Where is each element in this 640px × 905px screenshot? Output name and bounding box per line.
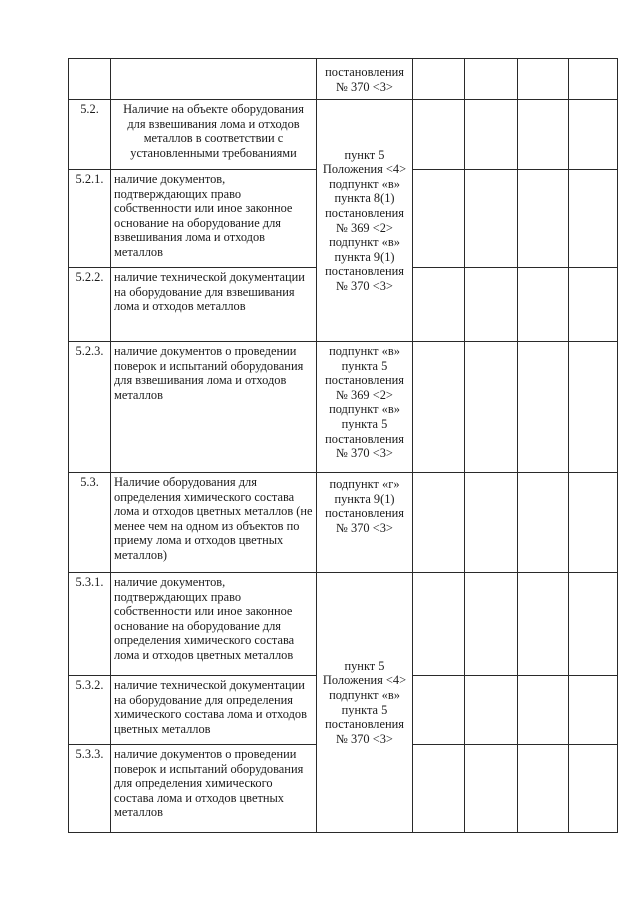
item-number: 5.2. <box>69 100 111 170</box>
answer-cell <box>569 676 618 745</box>
answer-cell <box>413 342 465 473</box>
item-number: 5.3.2. <box>69 676 111 745</box>
answer-cell <box>518 100 569 170</box>
legal-basis: подпункт «в» пункта 5 постановления № 369 <2> подпункт «в» пункта 5 постановления № 370 <3> <box>317 342 413 473</box>
item-description: наличие технической документации на оборудование для взвешивания лома и отходов металлов <box>111 268 317 342</box>
item-number <box>69 59 111 100</box>
answer-cell <box>518 59 569 100</box>
legal-basis-merged: пункт 5 Положения <4> подпункт «в» пункта 8(1) постановления № 369 <2> подпункт «в» пункта 9(1) постановления № 370 <3> <box>317 100 413 342</box>
answer-cell <box>465 676 518 745</box>
item-description: наличие документов, подтверждающих право собственности или иное законное основание на оборудование для взвешивания лома и отходов металлов <box>111 170 317 268</box>
item-number: 5.3.1. <box>69 573 111 676</box>
answer-cell <box>465 573 518 676</box>
answer-cell <box>518 745 569 833</box>
answer-cell <box>465 342 518 473</box>
answer-cell <box>518 342 569 473</box>
item-description <box>111 59 317 100</box>
item-number: 5.3. <box>69 473 111 573</box>
table-row <box>69 59 618 100</box>
item-description: наличие технической документации на оборудование для определения химического состава лома и отходов цветных металлов <box>111 676 317 745</box>
answer-cell <box>413 100 465 170</box>
item-description: наличие документов о проведении поверок и испытаний оборудования для взвешивания лома и отходов металлов <box>111 342 317 473</box>
item-description: Наличие на объекте оборудования для взвешивания лома и отходов металлов в соответствии с установленными требованиями <box>111 100 317 170</box>
answer-cell <box>569 342 618 473</box>
answer-cell <box>413 473 465 573</box>
answer-cell <box>465 473 518 573</box>
answer-cell <box>465 745 518 833</box>
answer-cell <box>413 170 465 268</box>
answer-cell <box>569 745 618 833</box>
table-row <box>69 342 618 473</box>
legal-basis: постановления № 370 <3> <box>317 59 413 100</box>
item-description: наличие документов о проведении поверок и испытаний оборудования для определения химического состава лома и отходов цветных металлов <box>111 745 317 833</box>
answer-cell <box>413 745 465 833</box>
item-number: 5.2.2. <box>69 268 111 342</box>
answer-cell <box>413 268 465 342</box>
answer-cell <box>413 676 465 745</box>
table-row <box>69 573 618 676</box>
answer-cell <box>518 268 569 342</box>
answer-cell <box>569 100 618 170</box>
answer-cell <box>465 170 518 268</box>
legal-basis: подпункт «г» пункта 9(1) постановления № 370 <3> <box>317 473 413 573</box>
answer-cell <box>413 59 465 100</box>
answer-cell <box>518 473 569 573</box>
answer-cell <box>465 100 518 170</box>
answer-cell <box>569 268 618 342</box>
table-row <box>69 100 618 170</box>
table-row <box>69 473 618 573</box>
answer-cell <box>569 59 618 100</box>
answer-cell <box>518 170 569 268</box>
item-number: 5.2.1. <box>69 170 111 268</box>
requirements-checklist-table <box>68 58 618 833</box>
answer-cell <box>569 573 618 676</box>
answer-cell <box>569 170 618 268</box>
item-description: наличие документов, подтверждающих право собственности или иное законное основание на оборудование для определения химического состава лома и отходов цветных металлов <box>111 573 317 676</box>
answer-cell <box>518 573 569 676</box>
legal-basis-merged: пункт 5 Положения <4> подпункт «в» пункта 5 постановления № 370 <3> <box>317 573 413 833</box>
item-number: 5.3.3. <box>69 745 111 833</box>
item-description: Наличие оборудования для определения химического состава лома и отходов цветных металлов (не менее чем на одном из объектов по приему лома и отходов цветных металлов) <box>111 473 317 573</box>
answer-cell <box>413 573 465 676</box>
item-number: 5.2.3. <box>69 342 111 473</box>
answer-cell <box>569 473 618 573</box>
answer-cell <box>518 676 569 745</box>
answer-cell <box>465 59 518 100</box>
answer-cell <box>465 268 518 342</box>
